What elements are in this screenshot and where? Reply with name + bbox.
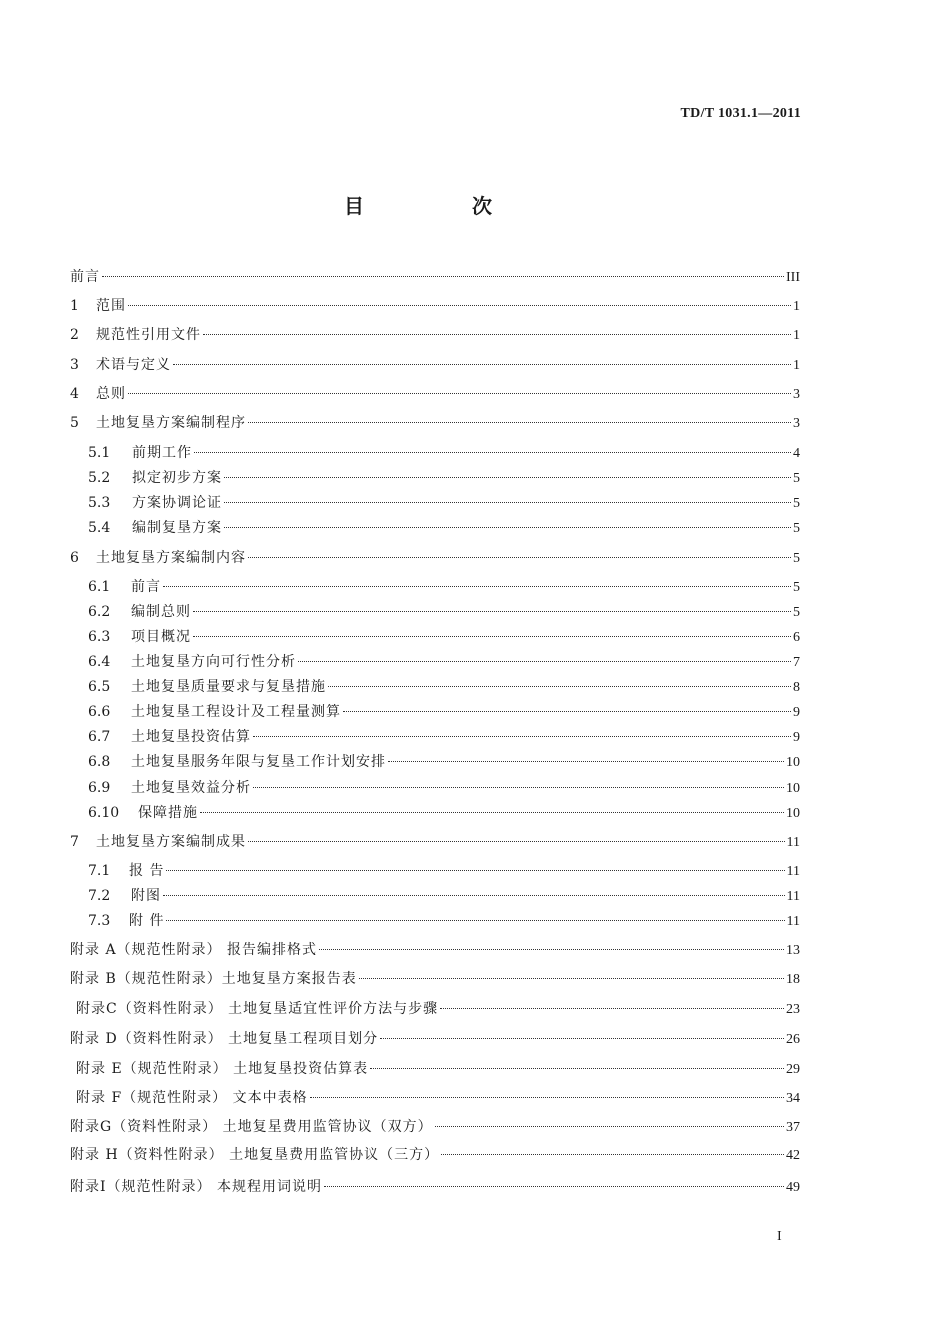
toc-entry-page: 7 (793, 655, 800, 670)
toc-entry-title: 土地复垦质量要求与复垦措施 (131, 679, 326, 695)
toc-entry[interactable] (70, 268, 800, 286)
toc-entry-title: 土地复垦方案编制程序 (96, 415, 246, 431)
dot-leader (440, 1008, 784, 1009)
dot-leader (343, 711, 791, 712)
toc-entry-label (70, 1030, 378, 1048)
toc-entry-number: 7.3 (88, 913, 111, 929)
toc-entry[interactable] (76, 1089, 800, 1107)
toc-entry-page: 49 (786, 1180, 800, 1195)
toc-entry-label (88, 703, 341, 721)
dot-leader (163, 895, 785, 896)
toc-entry[interactable] (88, 804, 800, 822)
toc-entry-number: 5 (70, 415, 79, 431)
toc-entry-label (70, 1146, 439, 1164)
toc-entry-number: 6.4 (88, 654, 111, 670)
toc-entry-title: 保障措施 (138, 805, 198, 821)
toc-entry-page: 10 (786, 806, 800, 821)
toc-entry-title: 土地复垦工程设计及工程量测算 (131, 704, 341, 720)
toc-entry-label (70, 1178, 322, 1196)
toc-entry[interactable] (76, 1000, 800, 1018)
toc-entry-title: 方案协调论证 (132, 495, 222, 511)
dot-leader (194, 452, 791, 453)
toc-entry-title: 附录C（资料性附录） 土地复垦适宜性评价方法与步骤 (76, 1001, 439, 1017)
toc-entry-title: 附图 (131, 888, 161, 904)
toc-entry-title: 前言 (70, 269, 100, 285)
toc-entry-label (88, 678, 326, 696)
dot-leader (370, 1068, 784, 1069)
toc-entry-number: 6.5 (88, 679, 111, 695)
standard-code: TD/T 1031.1—2011 (680, 106, 801, 121)
toc-entry-number: 2 (70, 327, 79, 343)
toc-entry-page: 23 (786, 1002, 800, 1017)
toc-entry-title: 拟定初步方案 (132, 470, 222, 486)
toc-entry-page: 11 (786, 914, 800, 929)
toc-entry-label (70, 268, 100, 286)
toc-entry-number: 6.8 (88, 754, 111, 770)
toc-entry-page: 13 (786, 943, 800, 958)
dot-leader (224, 527, 791, 528)
dot-leader (253, 736, 791, 737)
toc-entry-title: 土地复垦投资估算 (131, 729, 251, 745)
dot-leader (248, 841, 785, 842)
dot-leader (200, 812, 784, 813)
toc-entry-page: 26 (786, 1032, 800, 1047)
toc-entry-number: 6 (70, 550, 79, 566)
toc-entry-page: 5 (793, 521, 800, 536)
toc-entry-label (88, 469, 222, 487)
toc-entry-label (76, 1089, 308, 1107)
dot-leader (193, 611, 791, 612)
toc-entry-label (88, 494, 222, 512)
toc-entry-label (88, 653, 296, 671)
toc-entry[interactable] (88, 494, 800, 512)
toc-entry[interactable] (70, 297, 800, 315)
toc-entry-label (88, 519, 222, 537)
toc-entry[interactable] (70, 833, 800, 851)
toc-entry[interactable] (88, 469, 800, 487)
toc-entry-label (70, 414, 246, 432)
toc-entry-page: 4 (793, 446, 800, 461)
dot-leader (359, 978, 784, 979)
toc-entry[interactable] (70, 1118, 800, 1136)
toc-entry-page: 5 (793, 605, 800, 620)
toc-entry-label (88, 603, 191, 621)
toc-entry-page: 11 (786, 864, 800, 879)
toc-entry-title: 附录 B（规范性附录）土地复垦方案报告表 (70, 971, 357, 987)
toc-entry[interactable] (70, 1030, 800, 1048)
toc-entry-label (88, 628, 191, 646)
toc-entry-title: 术语与定义 (96, 357, 171, 373)
toc-entry-title: 附 件 (129, 913, 165, 929)
toc-entry-title: 附录 D（资料性附录） 土地复垦工程项目划分 (70, 1031, 379, 1047)
toc-entry-title: 总则 (96, 386, 126, 402)
toc-entry-page: 1 (793, 299, 800, 314)
toc-entry-page: 5 (793, 580, 800, 595)
toc-entry-number: 4 (70, 386, 79, 402)
toc-entry-page: 8 (793, 680, 800, 695)
toc-entry-label (70, 1118, 433, 1136)
dot-leader (166, 870, 784, 871)
dot-leader (248, 422, 791, 423)
toc-entry-label (70, 941, 317, 959)
toc-entry-label (88, 887, 161, 905)
toc-entry-title: 附录 F（规范性附录） 文本中表格 (76, 1090, 308, 1106)
dot-leader (166, 920, 784, 921)
toc-entry-title: 土地复垦方案编制内容 (96, 550, 246, 566)
toc-entry-number: 6.1 (88, 579, 111, 595)
toc-entry-page: III (786, 270, 800, 285)
dot-leader (248, 557, 791, 558)
toc-entry-title: 编制复垦方案 (132, 520, 222, 536)
toc-entry[interactable] (70, 941, 800, 959)
toc-entry-label (70, 326, 201, 344)
toc-entry[interactable] (70, 326, 800, 344)
toc-entry-page: 5 (793, 551, 800, 566)
dot-leader (173, 364, 791, 365)
toc-entry-title: 报 告 (129, 863, 165, 879)
toc-entry-number: 6.9 (88, 780, 111, 796)
toc-entry-title: 附录 E（规范性附录） 土地复垦投资估算表 (76, 1061, 369, 1077)
dot-leader (224, 477, 791, 478)
toc-entry[interactable] (70, 356, 800, 374)
dot-leader (435, 1126, 784, 1127)
toc-entry-label (76, 1000, 438, 1018)
toc-entry-page: 3 (793, 387, 800, 402)
toc-entry-page: 5 (793, 471, 800, 486)
toc-entry-label (88, 912, 164, 930)
toc-entry[interactable] (88, 862, 800, 880)
toc-entry-title: 土地复垦方案编制成果 (96, 834, 246, 850)
toc-entry-number: 3 (70, 357, 79, 373)
dot-leader (380, 1038, 784, 1039)
toc-entry-label (88, 728, 251, 746)
toc-entry-label (70, 297, 126, 315)
toc-entry-number: 7.2 (88, 888, 111, 904)
toc-entry[interactable] (88, 628, 800, 646)
dot-leader (102, 276, 784, 277)
toc-entry-number: 5.2 (88, 470, 111, 486)
toc-entry-page: 1 (793, 328, 800, 343)
toc-entry[interactable] (88, 703, 800, 721)
toc-entry-page: 10 (786, 781, 800, 796)
toc-entry-title: 范围 (96, 298, 126, 314)
toc-entry-number: 7.1 (88, 863, 111, 879)
toc-entry-number: 5.4 (88, 520, 111, 536)
toc-entry-label (70, 833, 246, 851)
dot-leader (128, 393, 791, 394)
toc-entry-label (70, 970, 357, 988)
toc-entry-page: 42 (786, 1148, 800, 1163)
toc-entry-label (76, 1060, 368, 1078)
toc-entry-number: 6.3 (88, 629, 111, 645)
toc-entry[interactable] (70, 414, 800, 432)
toc-entry-number: 6.2 (88, 604, 111, 620)
toc-entry-page: 37 (786, 1120, 800, 1135)
toc-entry[interactable] (88, 578, 800, 596)
toc-entry[interactable] (88, 678, 800, 696)
dot-leader (163, 586, 791, 587)
toc-entry[interactable] (88, 728, 800, 746)
toc-entry[interactable] (88, 519, 800, 537)
toc-entry[interactable] (76, 1060, 800, 1078)
page-number: I (777, 1229, 782, 1244)
toc-entry-label (88, 804, 198, 822)
toc-entry-title: 附录 H（资料性附录） 土地复垦费用监管协议（三方） (70, 1147, 440, 1163)
dot-leader (203, 334, 791, 335)
dot-leader (441, 1154, 784, 1155)
dot-leader (128, 305, 791, 306)
toc-entry-number: 7 (70, 834, 79, 850)
toc-entry-title: 前言 (131, 579, 161, 595)
toc-entry[interactable] (88, 887, 800, 905)
toc-entry-number: 1 (70, 298, 79, 314)
toc-entry[interactable] (88, 603, 800, 621)
toc-entry-label (88, 578, 161, 596)
dot-leader (310, 1097, 784, 1098)
toc-entry-page: 6 (793, 630, 800, 645)
toc-entry[interactable] (70, 970, 800, 988)
dot-leader (324, 1186, 784, 1187)
toc-entry-title: 土地复垦效益分析 (131, 780, 251, 796)
toc-entry-title: 附录 A（规范性附录） 报告编排格式 (70, 942, 318, 958)
toc-title: 目 次 (344, 194, 536, 218)
toc-entry-label (88, 862, 164, 880)
toc-entry-number: 6.7 (88, 729, 111, 745)
toc-entry-page: 10 (786, 755, 800, 770)
dot-leader (328, 686, 791, 687)
toc-entry-page: 29 (786, 1062, 800, 1077)
toc-entry-number: 5.1 (88, 445, 111, 461)
toc-entry-title: 土地复垦方向可行性分析 (131, 654, 296, 670)
toc-entry-title: 编制总则 (131, 604, 191, 620)
toc-entry-number: 6.10 (88, 805, 120, 821)
toc-entry-page: 9 (793, 730, 800, 745)
toc-entry-label (88, 444, 192, 462)
toc-entry-title: 规范性引用文件 (96, 327, 201, 343)
dot-leader (319, 949, 784, 950)
toc-entry[interactable] (88, 779, 800, 797)
toc-entry[interactable] (70, 1178, 800, 1196)
toc-entry[interactable] (88, 912, 800, 930)
toc-entry-title: 附录G（资料性附录） 土地复星费用监管协议（双方） (70, 1119, 433, 1135)
toc-entry-page: 34 (786, 1091, 800, 1106)
dot-leader (193, 636, 791, 637)
toc-entry-title: 项目概况 (131, 629, 191, 645)
toc-entry-page: 18 (786, 972, 800, 987)
dot-leader (388, 761, 784, 762)
toc-entry[interactable] (88, 444, 800, 462)
toc-entry-title: 前期工作 (132, 445, 192, 461)
toc-entry-page: 5 (793, 496, 800, 511)
toc-entry-number: 5.3 (88, 495, 111, 511)
toc-entry[interactable] (88, 653, 800, 671)
toc-entry-page: 1 (793, 358, 800, 373)
toc-entry-label (88, 779, 251, 797)
toc-entry-title: 附录I（规范性附录） 本规程用词说明 (70, 1179, 322, 1195)
toc-entry-label (70, 385, 126, 403)
toc-entry-page: 11 (786, 889, 800, 904)
dot-leader (253, 787, 784, 788)
dot-leader (298, 661, 791, 662)
toc-entry-page: 11 (786, 835, 800, 850)
toc-entry-label (88, 753, 386, 771)
toc-entry-label (70, 356, 171, 374)
toc-entry-title: 土地复垦服务年限与复垦工作计划安排 (131, 754, 386, 770)
toc-entry-page: 3 (793, 416, 800, 431)
toc-entry[interactable] (88, 753, 800, 771)
toc-entry[interactable] (70, 385, 800, 403)
toc-entry[interactable] (70, 549, 800, 567)
toc-entry-page: 9 (793, 705, 800, 720)
toc-entry-label (70, 549, 246, 567)
dot-leader (224, 502, 791, 503)
toc-entry-number: 6.6 (88, 704, 111, 720)
toc-entry[interactable] (70, 1146, 800, 1164)
